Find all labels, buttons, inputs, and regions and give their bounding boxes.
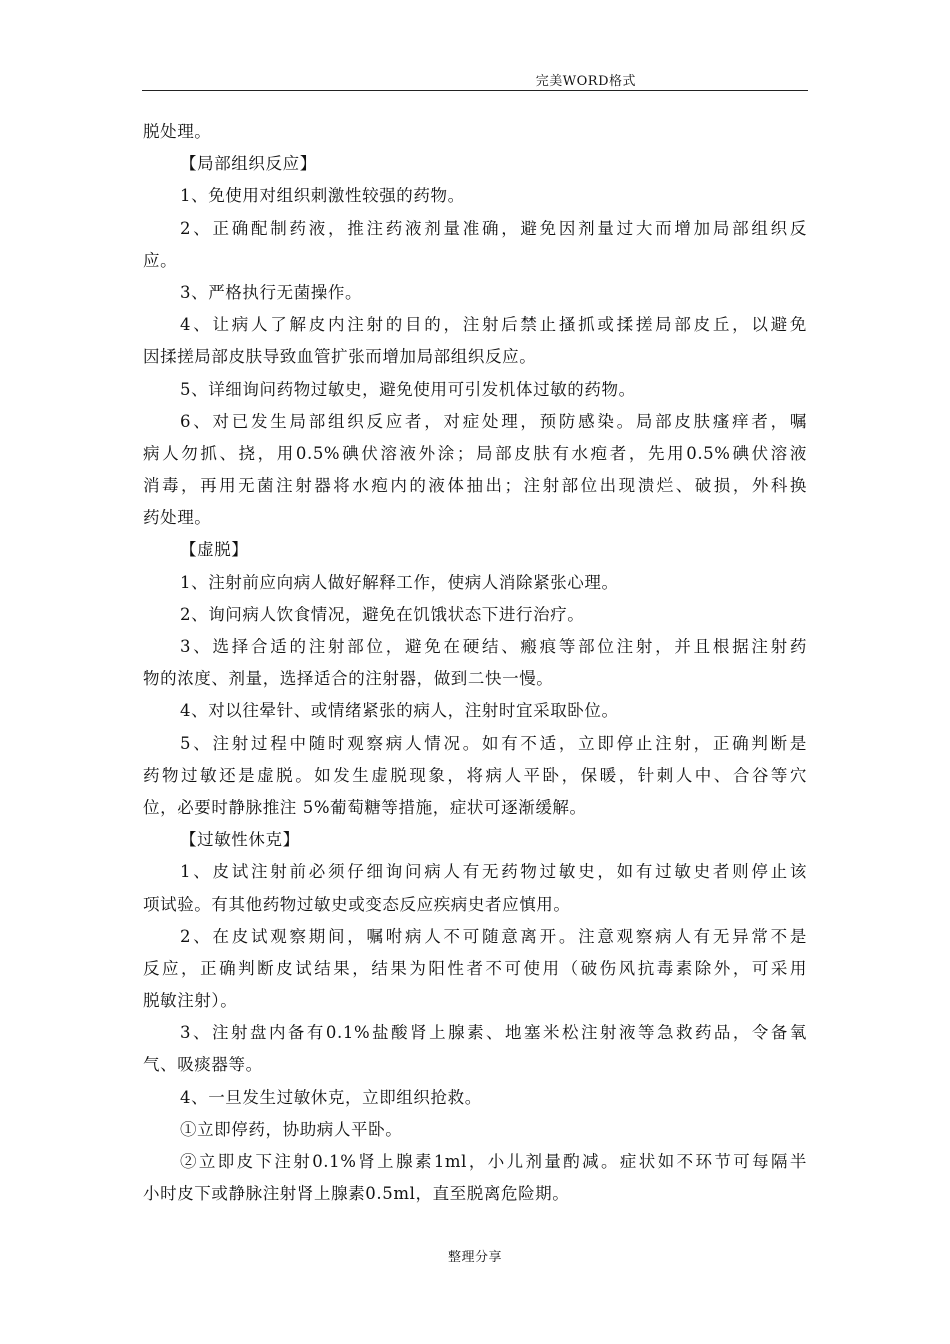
text-line: 1、免使用对组织刺激性较强的药物。	[180, 186, 465, 206]
text-line: 消毒，再用无菌注射器将水疱内的液体抽出；注射部位出现溃烂、破损，外科换	[143, 476, 807, 496]
text-line: 1、注射前应向病人做好解释工作，使病人消除紧张心理。	[180, 572, 619, 592]
text-line: 脱处理。	[143, 122, 212, 141]
text-line: 病人勿抓、挠，用0.5%碘伏溶液外涂；局部皮肤有水疱者，先用0.5%碘伏溶液	[143, 443, 807, 463]
text-line: 4、一旦发生过敏休克，立即组织抢救。	[180, 1087, 482, 1107]
page-footer: 整理分享	[447, 1250, 502, 1265]
text-line: 位，必要时静脉推注 5%葡萄糖等措施，症状可逐渐缓解。	[143, 797, 587, 817]
text-line: 3、注射盘内备有0.1%盐酸肾上腺素、地塞米松注射液等急救药品，令备氧	[180, 1023, 807, 1043]
text-line: 4、对以往晕针、或情绪紧张的病人，注射时宜采取卧位。	[180, 701, 619, 721]
document-body	[143, 116, 807, 1210]
text-line: 2、在皮试观察期间，嘱咐病人不可随意离开。注意观察病人有无异常不是	[180, 926, 807, 946]
text-line: 3、严格执行无菌操作。	[180, 282, 363, 302]
text-line: 5、注射过程中随时观察病人情况。如有不适，立即停止注射，正确判断是	[180, 733, 807, 753]
text-line: ①立即停药，协助病人平卧。	[180, 1119, 403, 1139]
text-line: 【局部组织反应】	[180, 154, 317, 174]
text-line: ②立即皮下注射0.1%肾上腺素1ml，小儿剂量酌减。症状如不环节可每隔半	[180, 1152, 807, 1171]
text-line: 4、让病人了解皮内注射的目的，注射后禁止搔抓或揉搓局部皮丘，以避免	[180, 315, 807, 335]
header-text: 完美WORD格式	[535, 74, 636, 89]
text-line: 2、询问病人饮食情况，避免在饥饿状态下进行治疗。	[180, 604, 585, 624]
page-header	[142, 70, 808, 91]
text-line: 3、选择合适的注射部位，避免在硬结、瘢痕等部位注射，并且根据注射药	[180, 637, 807, 656]
text-line: 2、正确配制药液，推注药液剂量准确，避免因剂量过大而增加局部组织反	[180, 218, 807, 238]
text-line: 因揉搓局部皮肤导致血管扩张而增加局部组织反应。	[143, 347, 537, 367]
text-line: 气、吸痰器等。	[143, 1055, 263, 1075]
text-line: 小时皮下或静脉注射肾上腺素0.5ml，直至脱离危险期。	[143, 1184, 570, 1204]
text-line: 1、皮试注射前必须仔细询问病人有无药物过敏史，如有过敏史者则停止该	[180, 862, 807, 882]
text-line: 药物过敏还是虚脱。如发生虚脱现象，将病人平卧，保暖，针刺人中、合谷等穴	[143, 765, 807, 785]
text-line: 药处理。	[143, 508, 212, 528]
text-line: 6、对已发生局部组织反应者，对症处理，预防感染。局部皮肤瘙痒者，嘱	[180, 411, 807, 431]
text-line: 项试验。有其他药物过敏史或变态反应疾病史者应慎用。	[143, 894, 571, 914]
text-line: 【虚脱】	[180, 540, 249, 560]
text-line: 【过敏性休克】	[180, 830, 300, 850]
text-line: 应。	[143, 250, 178, 270]
text-line: 反应，正确判断皮试结果，结果为阳性者不可使用（破伤风抗毒素除外，可采用	[143, 958, 807, 978]
text-line: 物的浓度、剂量，选择适合的注射器，做到二快一慢。	[143, 669, 554, 689]
text-line: 5、详细询问药物过敏史，避免使用可引发机体过敏的药物。	[180, 379, 636, 399]
text-line: 脱敏注射）。	[143, 991, 238, 1011]
